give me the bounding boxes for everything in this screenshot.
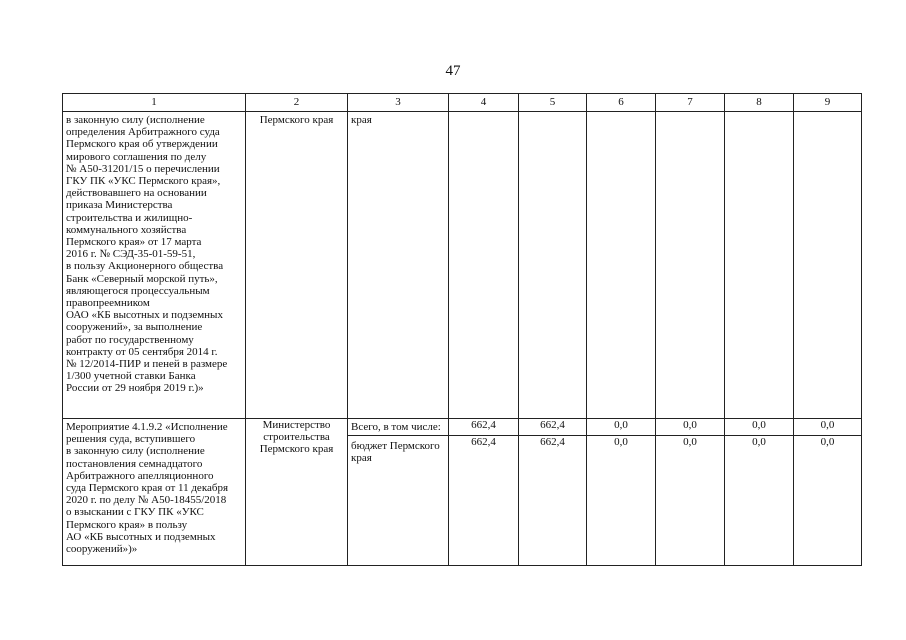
- value-cell: 0,0: [656, 419, 725, 436]
- value-cell: [725, 112, 794, 419]
- value-cell: 662,4: [449, 419, 519, 436]
- funding-source-cell: [348, 112, 449, 419]
- executor: Министерство строительства Пермского края: [259, 419, 334, 456]
- table-header-row: [63, 94, 862, 112]
- header-cell: 6: [587, 94, 656, 112]
- value-cell: 0,0: [587, 419, 656, 436]
- value-cell: 0,0: [725, 419, 794, 436]
- funding-source: края: [351, 114, 372, 126]
- executor-cell: [246, 112, 348, 419]
- measure-description-cell: [63, 112, 246, 419]
- header-cell: 2: [246, 94, 348, 112]
- budget-table: [62, 93, 862, 566]
- funding-source: бюджет Пермского края: [351, 440, 440, 465]
- value-cell: [656, 112, 725, 419]
- executor-cell: [246, 419, 348, 566]
- header-cell: 7: [656, 94, 725, 112]
- value-cell: 0,0: [587, 436, 656, 566]
- funding-source-cell: [348, 419, 449, 436]
- header-cell: 1: [63, 94, 246, 112]
- funding-source-cell: [348, 436, 449, 566]
- value-cell: 662,4: [449, 436, 519, 566]
- measure-description: Мероприятие 4.1.9.2 «Исполнение решения суда, вступившего в законную силу (исполнение постановления семнадцатого Арбитражного апелляционного суда Пермского края от 11 декабря 2020 г. по делу № А50-18455/2018 о взыскании с ГКУ ПК «УКС Пермского края» в пользу АО «КБ высотных и подземных сооружений»)»: [66, 421, 229, 556]
- value-cell: [449, 112, 519, 419]
- value-cell: [794, 112, 862, 419]
- header-cell: 9: [794, 94, 862, 112]
- page-number: 47: [445, 63, 461, 79]
- table-row: [63, 112, 862, 419]
- value-cell: 0,0: [794, 419, 862, 436]
- value-cell: [519, 112, 587, 419]
- measure-description: в законную силу (исполнение определения Арбитражного суда Пермского края об утверждении мирового соглашения по делу № А50-31201/15 о перечислении ГКУ ПК «УКС Пермского края», действовавшего на основании приказа Министерства строительства и жилищно- коммунального хозяйства Пермского края» от 17 марта 2016 г. № СЭД-35-01-59-51, в пользу Акционерного общества Банк «Северный морской путь», являющегося процессуальным правопреемником ОАО «КБ высотных и подземных сооружений», за выполнение работ по государственному контракту от 05 сентября 2014 г. № 12/2014-ПИР и пеней в размере 1/300 учетной ставки Банка России от 29 ноября 2019 г.)»: [66, 114, 228, 395]
- value-cell: [587, 112, 656, 419]
- funding-source: Всего, в том числе:: [351, 421, 441, 433]
- table-row: [63, 419, 862, 436]
- value-cell: 0,0: [794, 436, 862, 566]
- measure-description-cell: [63, 419, 246, 566]
- header-cell: 8: [725, 94, 794, 112]
- header-cell: 4: [449, 94, 519, 112]
- executor: Пермского края: [259, 114, 334, 126]
- value-cell: 662,4: [519, 436, 587, 566]
- header-cell: 3: [348, 94, 449, 112]
- value-cell: 0,0: [725, 436, 794, 566]
- header-cell: 5: [519, 94, 587, 112]
- value-cell: 662,4: [519, 419, 587, 436]
- value-cell: 0,0: [656, 436, 725, 566]
